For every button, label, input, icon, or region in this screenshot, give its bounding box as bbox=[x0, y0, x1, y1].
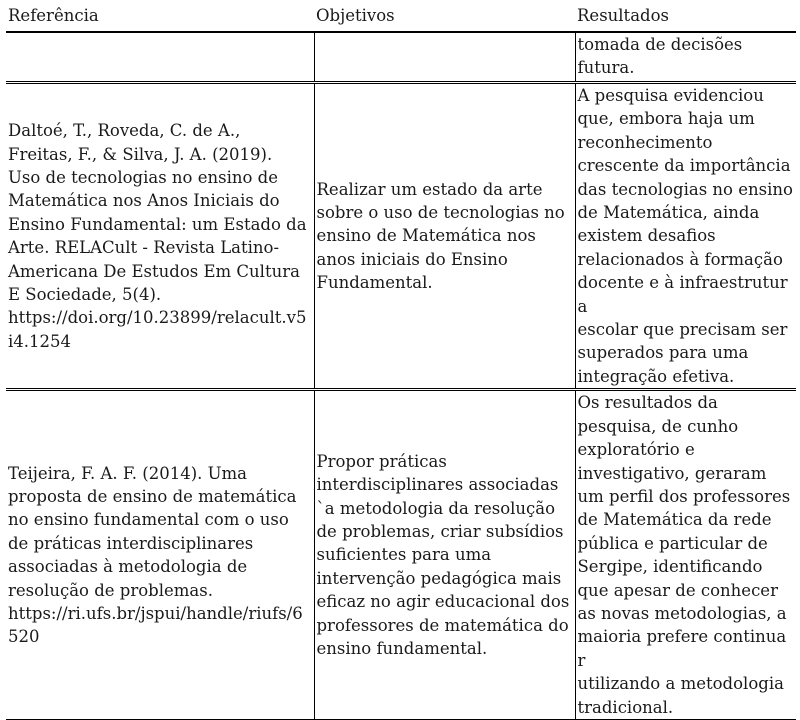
reference-cell bbox=[6, 32, 314, 83]
results-cell bbox=[575, 390, 796, 720]
results-cell bbox=[575, 32, 796, 83]
reference-cell bbox=[6, 83, 314, 390]
objectives-cell bbox=[314, 83, 575, 390]
column-header-reference: Referência bbox=[6, 4, 314, 32]
objectives-cell bbox=[314, 32, 575, 83]
objectives-text: Propor práticas interdisciplinares associadas `a metodologia da resolução de problemas, criar subsídios suficientes para uma intervenção pedagógica mais eficaz no agir educacional dos professores de matemática do ensino fundamental. bbox=[316, 451, 570, 659]
results-text: Os resultados da pesquisa, de cunho exploratório e investigativo, geraram um perfil dos professores de Matemática da rede pública e particular de Sergipe, identificando que apesar de conhecer as novas metodologias, a maioria prefere continuar utilizando a metodologia tradicional. bbox=[577, 393, 791, 717]
results-text: tomada de decisões futura. bbox=[577, 35, 743, 78]
table-header-row bbox=[6, 4, 796, 32]
column-header-results: Resultados bbox=[575, 4, 796, 32]
table-row bbox=[6, 390, 796, 720]
column-header-objectives: Objetivos bbox=[314, 4, 575, 32]
table-row bbox=[6, 83, 796, 390]
table-row bbox=[6, 32, 796, 83]
objectives-cell bbox=[314, 390, 575, 720]
reference-text: Teijeira, F. A. F. (2014). Uma proposta de ensino de matemática no ensino fundamental com o uso de práticas interdisciplinares associadas à metodologia de resolução de problemas. https://ri.ufs.br/jspui/handle/riufs/6 520 bbox=[8, 463, 303, 647]
results-cell bbox=[575, 83, 796, 390]
results-text: A pesquisa evidenciou que, embora haja um reconhecimento crescente da importância das tecnologias no ensino de Matemática, ainda existem desafios relacionados à formação docente e à infraestrutura escolar que precisam ser superados para uma integração efetiva. bbox=[577, 86, 793, 386]
reference-cell bbox=[6, 390, 314, 720]
objectives-text: Realizar um estado da arte sobre o uso de tecnologias no ensino de Matemática nos anos iniciais do Ensino Fundamental. bbox=[316, 179, 565, 293]
reference-text: Daltoé, T., Roveda, C. de A., Freitas, F., & Silva, J. A. (2019). Uso de tecnologias no ensino de Matemática nos Anos Iniciais do Ensino Fundamental: um Estado da Arte. RELACult - Revista Latino- Americana De Estudos Em Cultura E Sociedade, 5(4). https://doi.org/10.23899/relacult.v5 i4.1254 bbox=[8, 121, 307, 351]
references-table bbox=[6, 4, 796, 720]
